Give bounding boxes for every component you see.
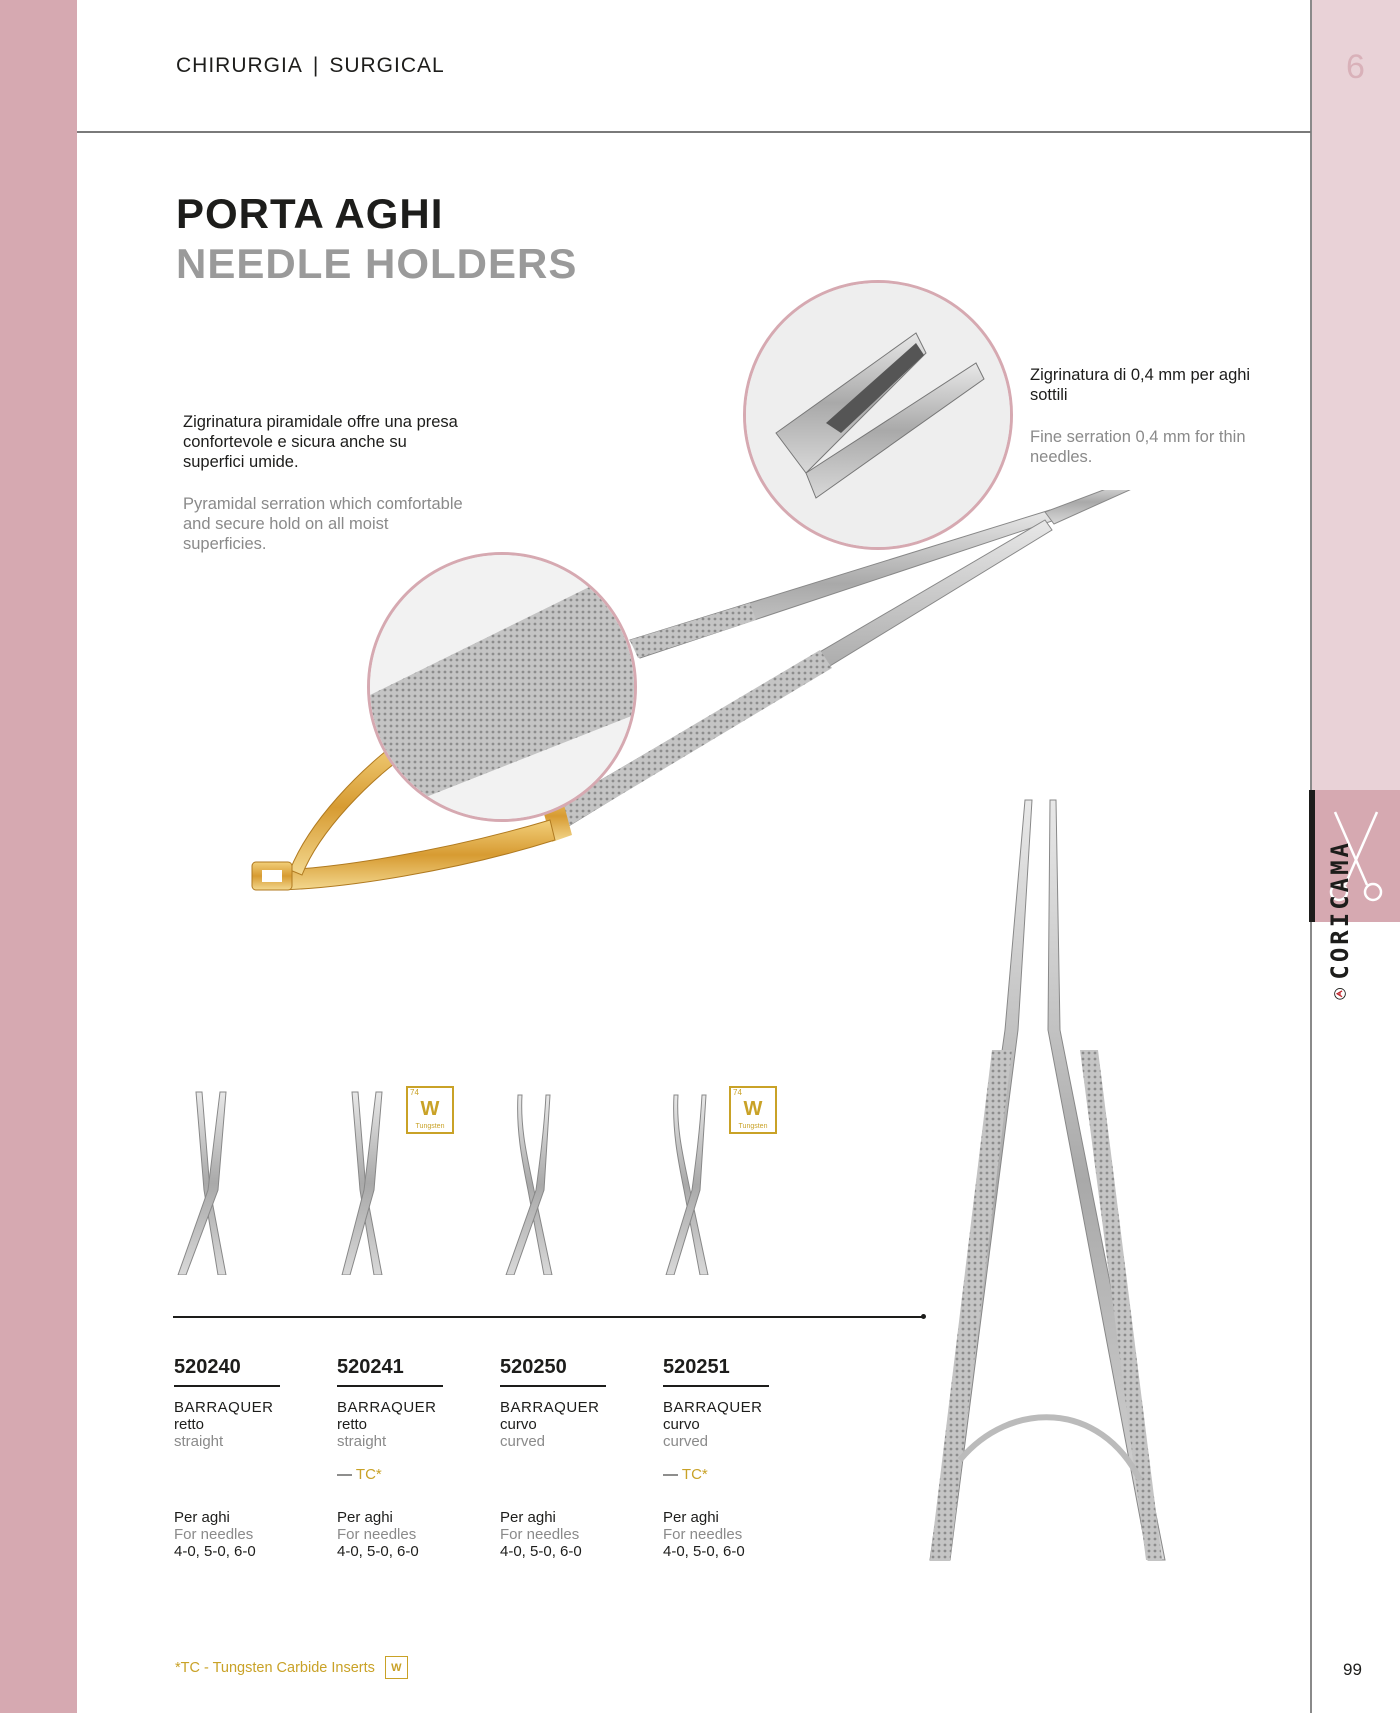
needle-sizes: 4-0, 5-0, 6-0 xyxy=(500,1543,582,1560)
tc-label xyxy=(663,1466,708,1483)
needle-sizes: 4-0, 5-0, 6-0 xyxy=(337,1543,419,1560)
needle-sizes: 4-0, 5-0, 6-0 xyxy=(174,1543,256,1560)
badge-name: Tungsten xyxy=(738,1123,768,1130)
section-separator: | xyxy=(312,54,320,77)
product-type-it: curvo xyxy=(500,1416,537,1433)
product-type-en: straight xyxy=(174,1433,224,1450)
page-number: 99 xyxy=(1343,1660,1362,1679)
product-code: 520251 xyxy=(663,1356,769,1387)
left-color-band xyxy=(0,0,77,1713)
product-code: 520250 xyxy=(500,1356,606,1387)
product-name: BARRAQUER xyxy=(500,1399,600,1416)
badge-atomic-number: 74 xyxy=(410,1088,419,1097)
product-needles xyxy=(337,1509,419,1560)
note-right-en: Fine serration 0,4 mm for thin needles. xyxy=(1030,428,1246,466)
tc-text: TC* xyxy=(355,1466,382,1483)
brand-name: CORICAMA xyxy=(1326,840,1354,980)
section-title xyxy=(176,54,445,78)
note-left-it: Zigrinatura piramidale offre una presa confortevole e sicura anche su superfici umide. xyxy=(183,413,458,471)
footnote xyxy=(175,1656,408,1679)
product-type-en: curved xyxy=(663,1433,709,1450)
products-divider xyxy=(173,1316,923,1318)
zoom-fine-serration xyxy=(743,280,1013,550)
tc-dash: — xyxy=(337,1466,352,1483)
badge-name: Tungsten xyxy=(415,1123,445,1130)
product-520240 xyxy=(174,1356,334,1560)
tc-text: TC* xyxy=(681,1466,708,1483)
product-name: BARRAQUER xyxy=(337,1399,437,1416)
chapter-number: 6 xyxy=(1346,48,1365,86)
badge-atomic-number: 74 xyxy=(733,1088,742,1097)
right-color-band xyxy=(1311,0,1400,790)
note-left-en: Pyramidal serration which comfortable and secure hold on all moist superficies. xyxy=(183,495,463,553)
badge-symbol: W xyxy=(743,1098,763,1120)
product-code: 520241 xyxy=(337,1356,443,1387)
note-right-it: Zigrinatura di 0,4 mm per aghi sottili xyxy=(1030,366,1251,404)
needles-en: For needles xyxy=(663,1526,743,1543)
product-name: BARRAQUER xyxy=(174,1399,274,1416)
badge-symbol: W xyxy=(420,1098,440,1120)
needle-holder-vertical-illustration xyxy=(900,780,1200,1580)
product-520251 xyxy=(663,1356,823,1560)
needles-it: Per aghi xyxy=(337,1509,393,1526)
product-name: BARRAQUER xyxy=(663,1399,763,1416)
product-code: 520240 xyxy=(174,1356,280,1387)
tc-label xyxy=(337,1466,382,1483)
brand-logo xyxy=(1320,840,1360,1000)
needles-en: For needles xyxy=(500,1526,580,1543)
needles-it: Per aghi xyxy=(500,1509,556,1526)
tungsten-badge xyxy=(729,1086,777,1134)
needles-it: Per aghi xyxy=(174,1509,230,1526)
knurl-detail-illustration xyxy=(370,555,634,819)
tungsten-badge xyxy=(406,1086,454,1134)
tungsten-mini-badge: W xyxy=(385,1656,408,1679)
section-title-it: CHIRURGIA xyxy=(176,54,303,77)
product-type-it: retto xyxy=(174,1416,205,1433)
footnote-text: *TC - Tungsten Carbide Inserts xyxy=(175,1659,375,1676)
product-needles xyxy=(174,1509,256,1560)
note-fine-serration xyxy=(1030,365,1260,467)
product-type-en: straight xyxy=(337,1433,387,1450)
product-520250 xyxy=(500,1356,660,1560)
section-title-en: SURGICAL xyxy=(329,54,445,77)
coricama-logo-icon xyxy=(1325,988,1355,1000)
needles-en: For needles xyxy=(174,1526,254,1543)
needle-sizes: 4-0, 5-0, 6-0 xyxy=(663,1543,745,1560)
product-needles xyxy=(663,1509,745,1560)
zoom-pyramidal-serration xyxy=(367,552,637,822)
page-subtitle: NEEDLE HOLDERS xyxy=(176,240,578,287)
product-type-it: curvo xyxy=(663,1416,700,1433)
tc-dash: — xyxy=(663,1466,678,1483)
needles-en: For needles xyxy=(337,1526,417,1543)
product-needles xyxy=(500,1509,582,1560)
product-thumb-520250 xyxy=(502,1090,582,1275)
product-520241 xyxy=(337,1356,497,1560)
page-title: PORTA AGHI xyxy=(176,190,444,237)
header-divider xyxy=(77,131,1311,133)
product-type-en: curved xyxy=(500,1433,546,1450)
product-thumb-520240 xyxy=(176,1090,256,1275)
needles-it: Per aghi xyxy=(663,1509,719,1526)
jaw-detail-illustration xyxy=(746,283,1010,547)
product-type-it: retto xyxy=(337,1416,368,1433)
